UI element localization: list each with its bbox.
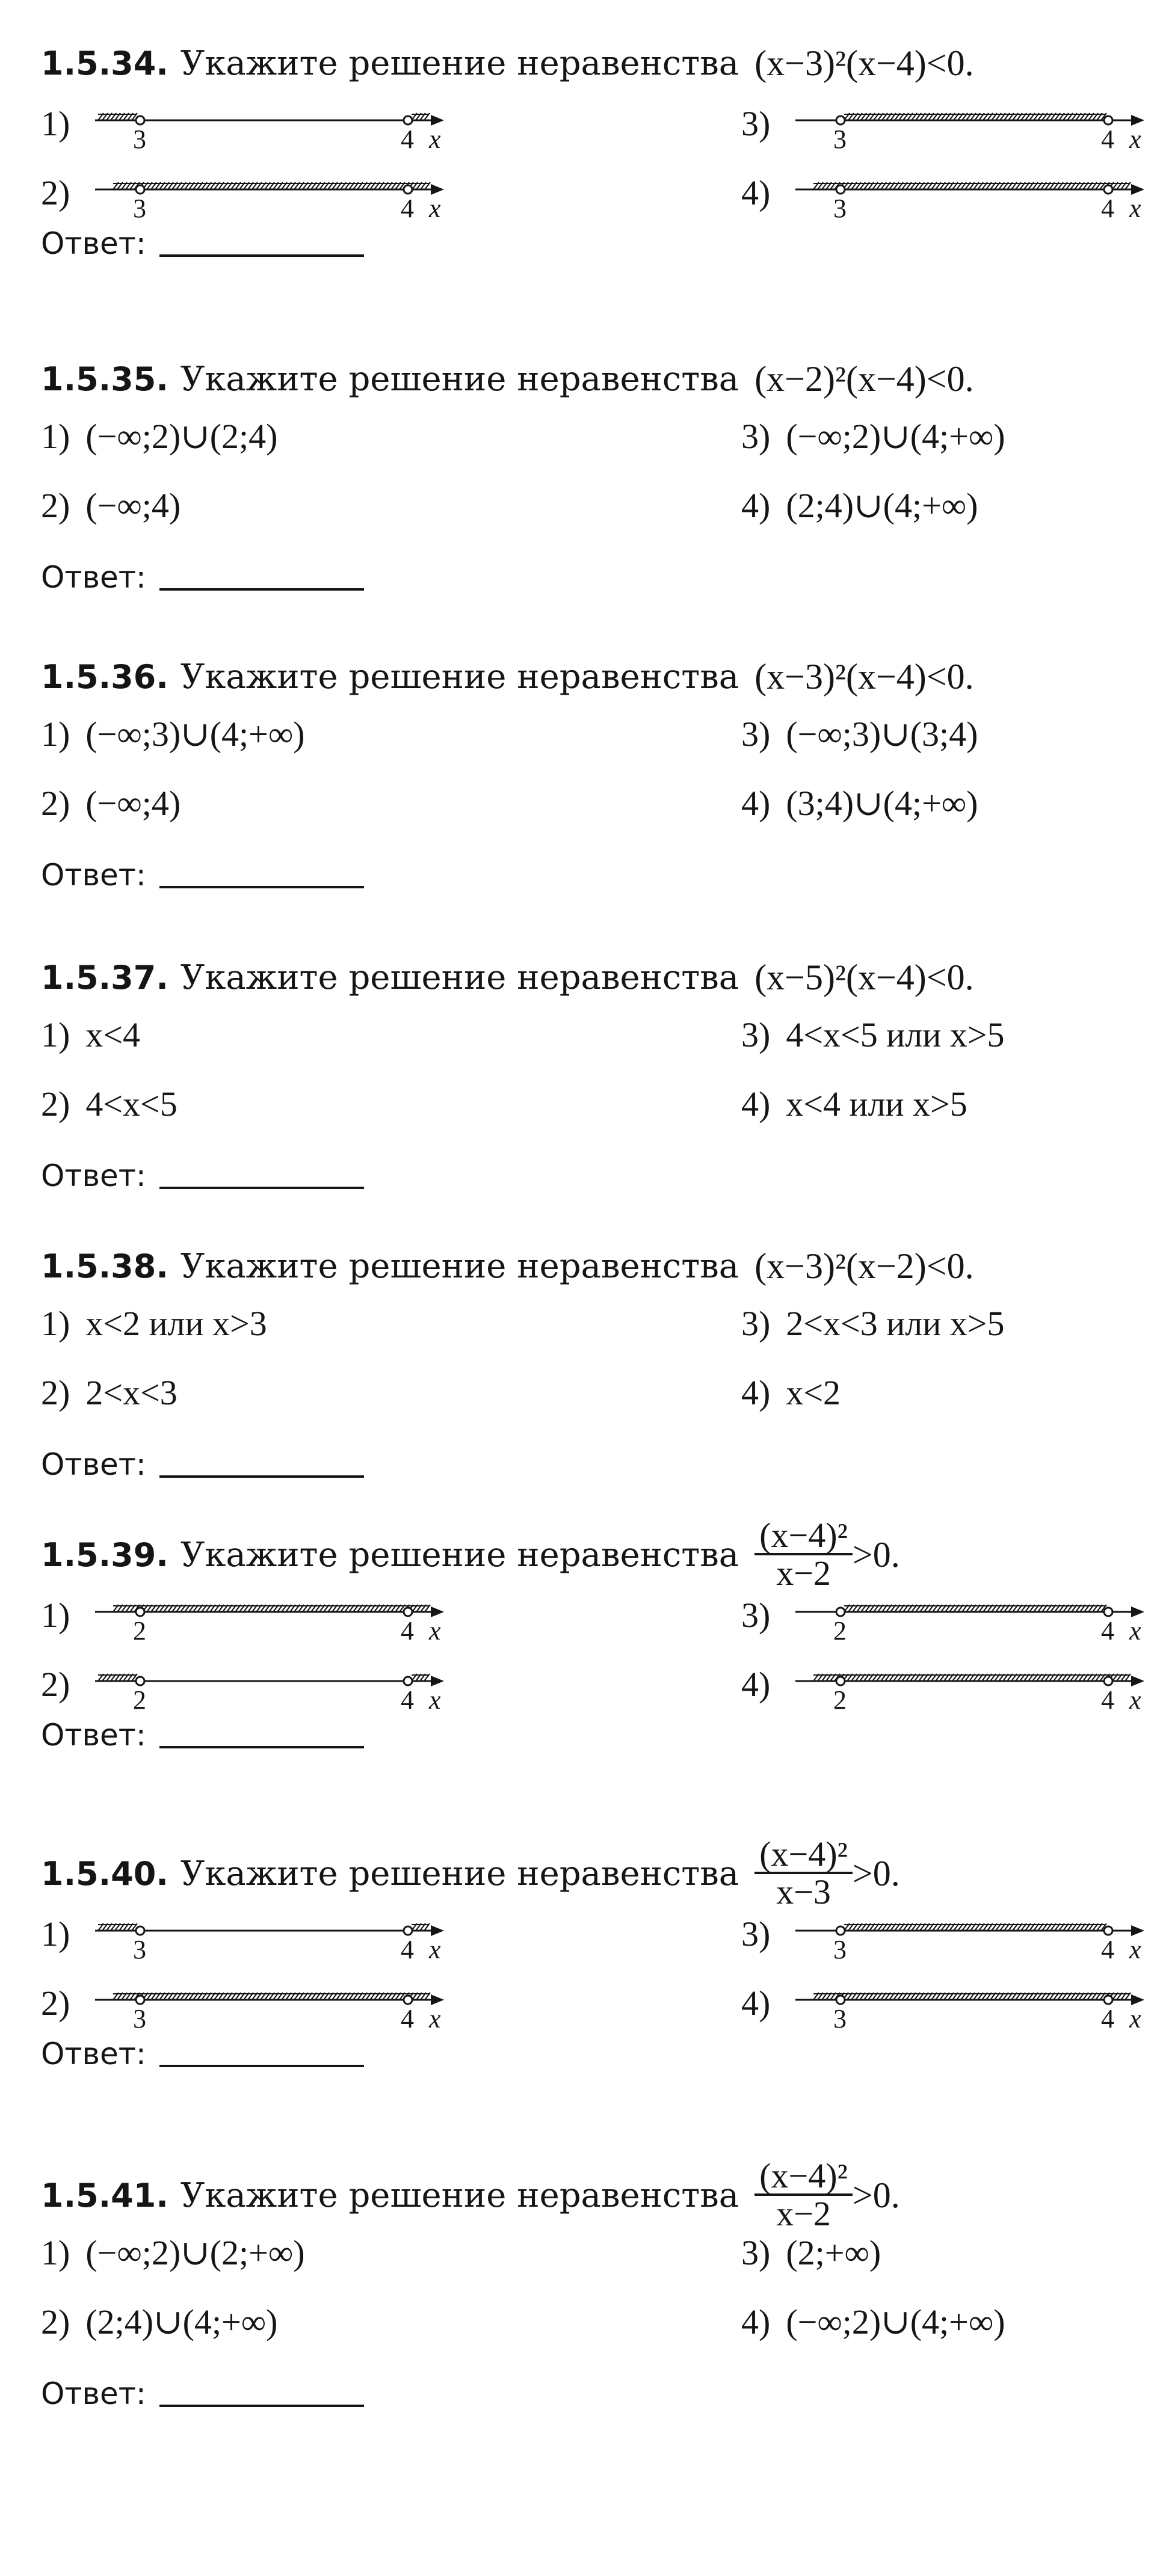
fraction-numerator: (x−4)² xyxy=(754,1518,853,1555)
inequality-fraction xyxy=(754,1515,853,1593)
axis-x-label: x xyxy=(429,124,441,154)
shaded-region xyxy=(813,182,1131,189)
answer-option-2[interactable] xyxy=(41,1080,177,1128)
open-point-a xyxy=(836,1608,845,1616)
option-label: 1) xyxy=(41,1914,70,1954)
option-label: 3) xyxy=(741,416,771,456)
answer-option-4[interactable] xyxy=(741,481,978,529)
answer-option-2[interactable] xyxy=(41,1651,450,1717)
problem-statement xyxy=(41,30,974,96)
shaded-region-left xyxy=(98,1923,137,1931)
answer-option-4[interactable] xyxy=(741,1368,841,1416)
open-point-b xyxy=(1104,1608,1112,1616)
point-b-label: 4 xyxy=(1101,194,1114,223)
option-label: 4) xyxy=(741,2302,771,2341)
option-value: (−∞;4) xyxy=(85,783,181,823)
option-label: 1) xyxy=(41,2233,70,2272)
answer-option-1[interactable] xyxy=(41,1901,450,1967)
answer-blank-line[interactable] xyxy=(159,1722,364,1748)
answer-blank-line[interactable] xyxy=(159,1163,364,1189)
option-label: 4) xyxy=(741,1983,771,2023)
open-point-b xyxy=(1104,116,1112,124)
answer-field[interactable] xyxy=(41,2373,364,2415)
option-value: (−∞;4) xyxy=(85,485,181,525)
answer-label: Ответ: xyxy=(41,2037,146,2071)
answer-blank-line[interactable] xyxy=(159,862,364,888)
option-value: x<4 или x>5 xyxy=(786,1084,967,1124)
point-b-label: 4 xyxy=(401,1935,414,1964)
open-point-b xyxy=(404,1926,412,1935)
answer-option-4[interactable] xyxy=(741,779,978,827)
problem-1-5-34 xyxy=(0,30,1160,319)
option-value: (−∞;2)∪(4;+∞) xyxy=(786,2302,1005,2341)
point-a-label: 2 xyxy=(133,1616,146,1646)
inequality-fraction xyxy=(754,1834,853,1911)
problem-text: Укажите решение неравенства xyxy=(180,1246,739,1286)
inequality-fraction xyxy=(754,2156,853,2233)
answer-field[interactable] xyxy=(41,1155,364,1197)
answer-option-1[interactable] xyxy=(41,1299,267,1347)
point-b-label: 4 xyxy=(401,1616,414,1646)
answer-option-3[interactable] xyxy=(741,90,1150,156)
shaded-region xyxy=(113,1605,430,1612)
problem-number: 1.5.35. xyxy=(41,360,168,398)
inequality: (x−2)²(x−4)<0. xyxy=(754,358,974,399)
option-label: 3) xyxy=(741,1303,771,1343)
answer-label: Ответ: xyxy=(41,1447,146,1482)
option-label: 3) xyxy=(741,1595,771,1635)
shaded-region-left xyxy=(98,1674,137,1681)
open-point-a xyxy=(136,1677,144,1685)
answer-option-1[interactable] xyxy=(41,1010,140,1059)
problem-statement xyxy=(41,346,974,412)
axis-x-label: x xyxy=(1129,1616,1141,1646)
answer-option-4[interactable] xyxy=(741,1651,1150,1717)
answer-option-3[interactable] xyxy=(741,2228,881,2276)
point-b-label: 4 xyxy=(401,2004,414,2033)
fraction-denominator: x−2 xyxy=(776,1553,831,1593)
answer-option-4[interactable] xyxy=(741,2298,1005,2346)
point-a-label: 3 xyxy=(833,1935,847,1964)
open-point-b xyxy=(1104,185,1112,194)
answer-option-2[interactable] xyxy=(41,159,450,226)
problem-text: Укажите решение неравенства xyxy=(180,2175,739,2215)
option-label: 1) xyxy=(41,714,70,754)
answer-option-3[interactable] xyxy=(741,1010,1004,1059)
open-point-a xyxy=(136,185,144,194)
answer-option-3[interactable] xyxy=(741,1901,1150,1967)
axis-x-label: x xyxy=(1129,2004,1141,2033)
open-point-a xyxy=(136,1926,144,1935)
open-point-a xyxy=(836,1996,845,2004)
option-label: 3) xyxy=(741,1914,771,1954)
axis-x-label: x xyxy=(429,1616,441,1646)
point-a-label: 2 xyxy=(133,1685,146,1715)
option-label: 2) xyxy=(41,173,70,212)
open-point-a xyxy=(836,1926,845,1935)
problem-text: Укажите решение неравенства xyxy=(180,958,739,997)
problem-text: Укажите решение неравенства xyxy=(180,1854,739,1893)
option-label: 2) xyxy=(41,783,70,823)
problem-1-5-37 xyxy=(0,944,1160,1233)
shaded-region xyxy=(844,113,1106,120)
answer-option-3[interactable] xyxy=(741,710,978,758)
problem-number: 1.5.37. xyxy=(41,958,168,997)
answer-field[interactable] xyxy=(41,556,364,598)
open-point-a xyxy=(836,185,845,194)
option-label: 1) xyxy=(41,1595,70,1635)
answer-option-2[interactable] xyxy=(41,2298,277,2346)
number-line xyxy=(789,1582,1150,1648)
option-value: 2<x<3 xyxy=(85,1373,177,1412)
shaded-region xyxy=(844,1605,1106,1612)
option-label: 2) xyxy=(41,1664,70,1704)
option-label: 1) xyxy=(41,103,70,143)
number-line xyxy=(89,1582,450,1648)
answer-field[interactable] xyxy=(41,854,364,896)
answer-option-1[interactable] xyxy=(41,710,305,758)
fraction-numerator: (x−4)² xyxy=(754,2159,853,2196)
point-b-label: 4 xyxy=(401,124,414,154)
option-label: 2) xyxy=(41,1084,70,1124)
option-value: x<2 или x>3 xyxy=(85,1303,267,1343)
option-label: 1) xyxy=(41,1303,70,1343)
option-value: x<2 xyxy=(786,1373,841,1412)
option-label: 2) xyxy=(41,485,70,525)
point-b-label: 4 xyxy=(401,194,414,223)
point-b-label: 4 xyxy=(1101,2004,1114,2033)
open-point-b xyxy=(404,185,412,194)
problem-number: 1.5.40. xyxy=(41,1854,168,1893)
problem-text: Укажите решение неравенства xyxy=(180,1535,739,1575)
problem-number: 1.5.38. xyxy=(41,1247,168,1285)
point-b-label: 4 xyxy=(1101,1935,1114,1964)
number-line xyxy=(789,159,1150,226)
point-a-label: 3 xyxy=(133,2004,146,2033)
shaded-region xyxy=(813,1993,1131,2000)
inequality: (x−5)²(x−4)<0. xyxy=(754,957,974,997)
option-label: 3) xyxy=(741,103,771,143)
problem-number: 1.5.39. xyxy=(41,1535,168,1574)
answer-option-4[interactable] xyxy=(741,159,1150,226)
open-point-b xyxy=(404,1996,412,2004)
fraction-numerator: (x−4)² xyxy=(754,1837,853,1874)
inequality-sign: >0. xyxy=(852,1853,900,1893)
answer-option-2[interactable] xyxy=(41,481,180,529)
number-line xyxy=(789,1651,1150,1717)
answer-label: Ответ: xyxy=(41,858,146,893)
option-label: 1) xyxy=(41,1015,70,1054)
open-point-a xyxy=(136,1608,144,1616)
open-point-b xyxy=(404,116,412,124)
option-value: 4<x<5 xyxy=(85,1084,177,1124)
point-a-label: 3 xyxy=(133,124,146,154)
shaded-region xyxy=(113,182,430,189)
problem-1-5-38 xyxy=(0,1233,1160,1522)
option-label: 4) xyxy=(741,173,771,212)
option-label: 3) xyxy=(741,2233,771,2272)
answer-field[interactable] xyxy=(41,223,364,265)
axis-x-label: x xyxy=(429,2004,441,2033)
problem-statement xyxy=(41,644,974,710)
problem-1-5-41 xyxy=(0,2156,1160,2451)
open-point-a xyxy=(136,1996,144,2004)
inequality: (x−3)²(x−4)<0. xyxy=(754,656,974,696)
point-a-label: 3 xyxy=(133,194,146,223)
answer-option-1[interactable] xyxy=(41,412,277,460)
option-value: (−∞;2)∪(2;+∞) xyxy=(85,2233,305,2272)
option-value: x<4 xyxy=(85,1015,141,1054)
number-line xyxy=(789,1970,1150,2036)
open-point-a xyxy=(836,116,845,124)
problem-statement xyxy=(41,1233,974,1299)
fraction-denominator: x−3 xyxy=(776,1872,831,1911)
shaded-region xyxy=(844,1923,1106,1931)
option-value: (−∞;3)∪(4;+∞) xyxy=(85,715,305,754)
number-line xyxy=(89,90,450,156)
answer-field[interactable] xyxy=(41,2033,364,2075)
inequality: (x−3)²(x−2)<0. xyxy=(754,1246,974,1286)
option-label: 3) xyxy=(741,1015,771,1054)
answer-option-2[interactable] xyxy=(41,1970,450,2036)
open-point-a xyxy=(136,116,144,124)
option-label: 4) xyxy=(741,783,771,823)
option-value: (2;+∞) xyxy=(786,2233,881,2272)
shaded-region xyxy=(113,1993,430,2000)
point-b-label: 4 xyxy=(401,1685,414,1715)
option-value: (3;4)∪(4;+∞) xyxy=(786,784,978,823)
axis-x-label: x xyxy=(1129,1935,1141,1964)
shaded-region-right xyxy=(412,113,430,120)
axis-x-label: x xyxy=(429,194,441,223)
option-value: (−∞;2)∪(4;+∞) xyxy=(786,417,1005,456)
point-a-label: 3 xyxy=(133,1935,146,1964)
answer-blank-line[interactable] xyxy=(159,230,364,257)
point-b-label: 4 xyxy=(1101,124,1114,154)
option-label: 4) xyxy=(741,485,771,525)
axis-x-label: x xyxy=(429,1935,441,1964)
problem-statement xyxy=(41,944,974,1010)
number-line xyxy=(89,1970,450,2036)
inequality-sign: >0. xyxy=(852,2175,900,2215)
answer-field[interactable] xyxy=(41,1714,364,1756)
problem-1-5-40 xyxy=(0,1834,1160,2129)
open-point-a xyxy=(836,1677,845,1685)
shaded-region-right xyxy=(412,1674,430,1681)
problem-1-5-35 xyxy=(0,346,1160,635)
number-line xyxy=(89,159,450,226)
answer-option-3[interactable] xyxy=(741,412,1005,460)
option-value: 2<x<3 или x>5 xyxy=(786,1303,1005,1343)
answer-option-1[interactable] xyxy=(41,2228,305,2276)
answer-option-3[interactable] xyxy=(741,1582,1150,1648)
answer-option-2[interactable] xyxy=(41,1368,177,1416)
option-label: 2) xyxy=(41,2302,70,2341)
open-point-b xyxy=(1104,1996,1112,2004)
answer-option-1[interactable] xyxy=(41,1582,450,1648)
number-line xyxy=(789,90,1150,156)
problem-1-5-36 xyxy=(0,644,1160,932)
answer-label: Ответ: xyxy=(41,226,146,261)
point-a-label: 3 xyxy=(833,194,847,223)
fraction-denominator: x−2 xyxy=(776,2193,831,2233)
answer-blank-line[interactable] xyxy=(159,1451,364,1478)
open-point-b xyxy=(404,1677,412,1685)
axis-x-label: x xyxy=(1129,1685,1141,1715)
answer-option-4[interactable] xyxy=(741,1970,1150,2036)
inequality-sign: >0. xyxy=(852,1534,900,1575)
open-point-b xyxy=(1104,1926,1112,1935)
answer-blank-line[interactable] xyxy=(159,2041,364,2067)
problem-1-5-39 xyxy=(0,1515,1160,1810)
answer-option-1[interactable] xyxy=(41,90,450,156)
problem-text: Укажите решение неравенства xyxy=(180,657,739,696)
option-label: 4) xyxy=(741,1084,771,1124)
answer-label: Ответ: xyxy=(41,560,146,595)
option-value: (2;4)∪(4;+∞) xyxy=(85,2302,278,2341)
open-point-b xyxy=(404,1608,412,1616)
option-label: 1) xyxy=(41,416,70,456)
axis-x-label: x xyxy=(429,1685,441,1715)
axis-x-label: x xyxy=(1129,124,1141,154)
answer-option-3[interactable] xyxy=(741,1299,1004,1347)
number-line xyxy=(89,1901,450,1967)
problem-text: Укажите решение неравенства xyxy=(180,43,739,83)
answer-option-2[interactable] xyxy=(41,779,180,827)
answer-blank-line[interactable] xyxy=(159,564,364,591)
problem-number: 1.5.41. xyxy=(41,2176,168,2215)
problem-number: 1.5.34. xyxy=(41,44,168,82)
open-point-b xyxy=(1104,1677,1112,1685)
point-b-label: 4 xyxy=(1101,1685,1114,1715)
point-a-label: 2 xyxy=(833,1685,847,1715)
option-value: (−∞;3)∪(3;4) xyxy=(786,715,978,754)
point-a-label: 3 xyxy=(833,124,847,154)
option-value: (2;4)∪(4;+∞) xyxy=(786,486,978,525)
shaded-region xyxy=(813,1674,1131,1681)
problem-number: 1.5.36. xyxy=(41,657,168,696)
point-a-label: 2 xyxy=(833,1616,847,1646)
answer-label: Ответ: xyxy=(41,1158,146,1193)
answer-field[interactable] xyxy=(41,1443,364,1486)
shaded-region-left xyxy=(98,113,137,120)
option-label: 2) xyxy=(41,1983,70,2023)
point-a-label: 3 xyxy=(833,2004,847,2033)
number-line xyxy=(789,1901,1150,1967)
point-b-label: 4 xyxy=(1101,1616,1114,1646)
answer-label: Ответ: xyxy=(41,1718,146,1753)
option-value: 4<x<5 или x>5 xyxy=(786,1015,1005,1054)
answer-option-4[interactable] xyxy=(741,1080,967,1128)
shaded-region-right xyxy=(412,1923,430,1931)
option-label: 2) xyxy=(41,1373,70,1412)
axis-x-label: x xyxy=(1129,194,1141,223)
option-value: (−∞;2)∪(2;4) xyxy=(85,417,278,456)
inequality: (x−3)²(x−4)<0. xyxy=(754,43,974,83)
problem-text: Укажите решение неравенства xyxy=(180,359,739,399)
option-label: 4) xyxy=(741,1664,771,1704)
answer-label: Ответ: xyxy=(41,2376,146,2411)
option-label: 4) xyxy=(741,1373,771,1412)
answer-blank-line[interactable] xyxy=(159,2381,364,2407)
option-label: 3) xyxy=(741,714,771,754)
number-line xyxy=(89,1651,450,1717)
